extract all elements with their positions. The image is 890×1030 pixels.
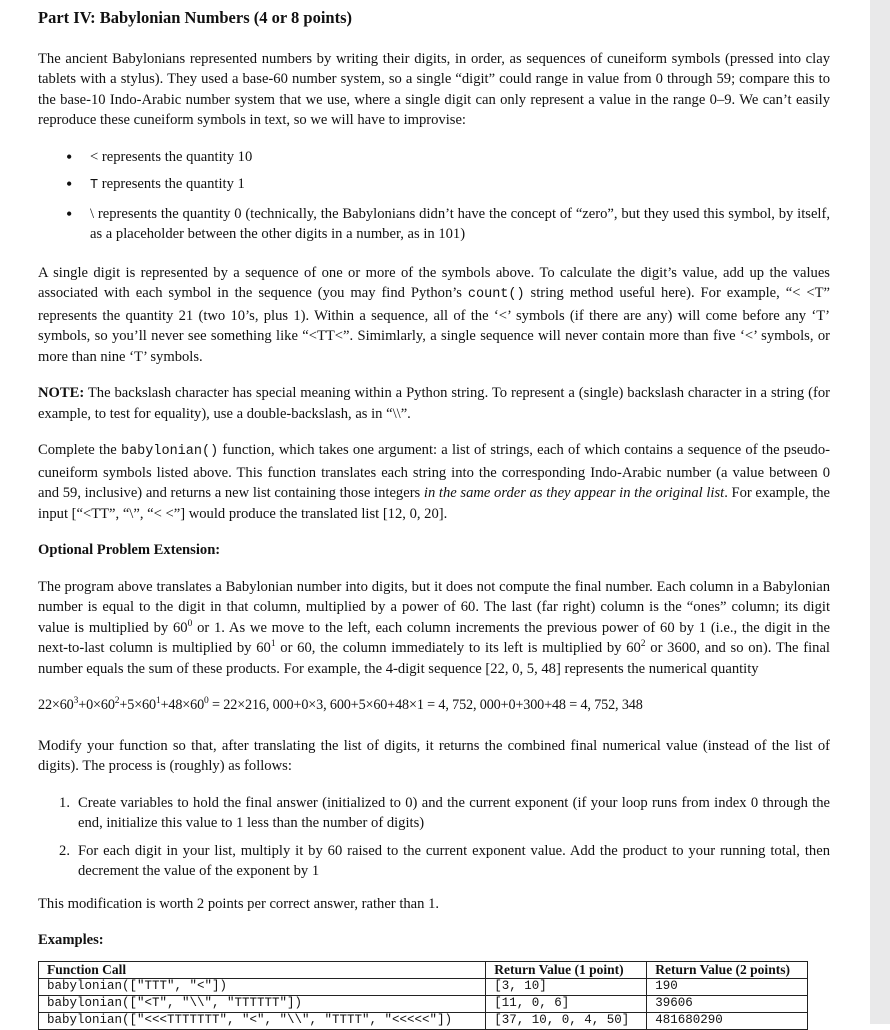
modify-paragraph: Modify your function so that, after translating the list of digits, it returns the combined final numerical value (instead of the list of digits). The process is (roughly) as follows: [38,737,830,774]
note-label: NOTE: [38,385,85,401]
step-item: 2. For each digit in your list, multiply it by 60 raised to the current exponent value. Add the product to your running total, then decrement the value of the exponent by 1 [59,842,830,879]
table-row [39,1012,808,1029]
section-title: Part IV: Babylonian Numbers (4 or 8 points) [38,8,352,27]
document-content [38,8,830,1030]
cell-return-1pt: [11, 0, 6] [486,995,647,1012]
header-function-call: Function Call [39,961,486,978]
cell-return-1pt: [3, 10] [486,978,647,995]
symbol-item-ten [38,147,830,168]
digit-paragraph: A single digit is represented by a sequence of one or more of the symbols above. To calculate the digit’s value, add up the values associated with each symbol in the sequence (you may find Python’s count() string method useful here). For example, “< <T” represents the quantity 21 (two 10’s, plus 1). Within a sequence, all of the ‘<’ symbols (if there are any) will come before any ‘T’ symbols, so you’ll never see something like “<TT<”. Simimlarly, a single sequence will never contain more than five ‘<’ symbols, or more than nine ‘T’ symbols. [38,264,830,365]
header-return-1pt: Return Value (1 point) [486,961,647,978]
complete-paragraph: Complete the babylonian() function, which takes one argument: a list of strings, each of which contains a sequence of the pseudo-cuneiform symbols listed above. This function translates each string into the corresponding Indo-Arabic number (a value between 0 and 59, inclusive) and returns a new list containing those integers in the same order as they appear in the original list. For example, the input [“<TT”, “\”, “< <”] would produce the translated list [12, 0, 20]. [38,442,830,522]
cell-function-call: babylonian(["TTT", "<"]) [39,978,486,995]
symbol-item-one [38,174,830,197]
examples-heading: Examples: [38,932,104,948]
step-item: 1. Create variables to hold the final answer (initialized to 0) and the current exponent (if your loop runs from index 0 through the end, initialize this value to 1 less than the number of digits) [59,794,830,831]
inline-code-babylonian: babylonian() [120,444,219,459]
cell-function-call: babylonian(["<<<TTTTTTT", "<", "\\", "TTTT", "<<<<<"]) [39,1012,486,1029]
table-row [39,978,808,995]
note-paragraph: NOTE: The backslash character has special meaning within a Python string. To represent a (single) backslash character in a string (for example, to test for equality), use a double-backslash, as in “\\”. [38,385,830,422]
intro-paragraph: The ancient Babylonians represented numbers by writing their digits, in order, as sequences of cuneiform symbols (pressed into clay tablets with a stylus). They used a base-60 number system, so a single “digit” could range in value from 0 through 59; compare this to the base-10 Indo-Arabic number system that we use, where a single digit can only represent a value in the range 0–9. We can’t easily reproduce these cuneiform symbols in text, so we will have to improvise: [38,50,830,128]
table-header-row [39,961,808,978]
cell-return-1pt: [37, 10, 0, 4, 50] [486,1012,647,1029]
symbol-description: represents the quantity 1 [98,176,245,192]
symbol-glyph: < [90,148,99,165]
vertical-scrollbar[interactable] [870,0,890,1024]
symbol-glyph: \ [90,205,95,222]
optional-paragraph: The program above translates a Babylonian number into digits, but it does not compute the final number. Each column in a Babylonian number is equal to the digit in that column, multiplied by a power of 60. The last (far right) column is the “ones” column; its digit value is multiplied by $60^0$ or 1. As we move to the left, each column increments the previous power of 60 by 1 (i.e., the digit in the next-to-last column is multiplied by $60^1$ or 60, the column immediately to its left is multiplied by $60^2$ or 3600, and so on). The final number equals the sum of these products. For example, the 4-digit sequence [22, 0, 5, 48] represents the numerical quantity [38,578,830,677]
symbol-item-zero [38,204,830,245]
examples-table [38,961,808,1030]
header-return-2pt: Return Value (2 points) [647,961,808,978]
worth-paragraph: This modification is worth 2 points per correct answer, rather than 1. [38,895,440,912]
cell-return-2pt: 39606 [647,995,808,1012]
cell-return-2pt: 190 [647,978,808,995]
steps-list [38,793,830,882]
optional-heading: Optional Problem Extension: [38,542,221,558]
inline-code-count: count() [467,287,525,302]
table-row [39,995,808,1012]
cell-function-call: babylonian(["<T", "\\", "TTTTTT"]) [39,995,486,1012]
cell-return-2pt: 481680290 [647,1012,808,1029]
equation: $22\times 60^3+0\times 60^2+5\times 60^1+48\times 60^0 = 22\times 216$, 000+0×3, 600+5×60+48×1 = 4, 752, 000+0+300+48 = 4, 752, 348 [38,696,643,713]
symbol-glyph: T [90,178,99,193]
symbol-list [38,147,830,245]
symbol-description: represents the quantity 10 [98,148,253,165]
symbol-description: represents the quantity 0 (technically, the Babylonians didn’t have the concept of “zero”, but they used this symbol, by itself, as a placeholder between the other digits in a number, as in 101) [90,205,830,242]
